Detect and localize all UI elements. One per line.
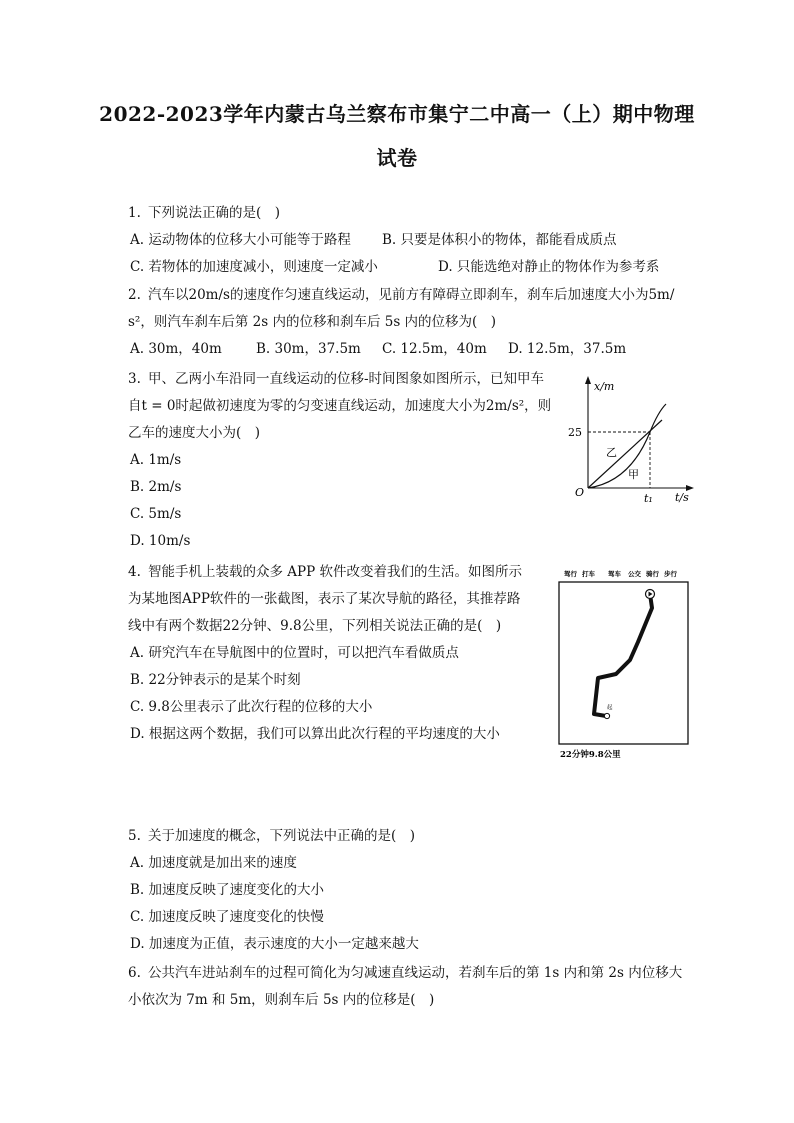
map-tab-4: 骑行 — [646, 570, 659, 578]
option-c: C. 加速度反映了速度变化的快慢 — [130, 909, 324, 925]
option-c: C. 9.8公里表示了此次行程的位移的大小 — [130, 699, 373, 715]
option-d: D. 10m/s — [130, 533, 191, 549]
question-number: 4. — [128, 564, 141, 580]
option-b: B. 加速度反映了速度变化的大小 — [130, 882, 325, 898]
map-tab-3: 公交 — [628, 570, 641, 578]
end-marker-icon — [604, 713, 609, 718]
x-axis-label: t/s — [675, 491, 689, 504]
curve-jia — [588, 404, 666, 488]
question-stem: 下列说法正确的是( ) — [148, 205, 281, 221]
question-stem-line2: 自t = 0时起做初速度为零的匀变速直线运动，加速度大小为2m/s²，则 — [128, 398, 552, 414]
exam-title-line1: 2022-2023学年内蒙古乌兰察布市集宁二中高一（上）期中物理 — [99, 102, 695, 126]
question-number: 6. — [128, 965, 141, 981]
option-a: A. 运动物体的位移大小可能等于路程 — [130, 232, 351, 248]
label-yi: 乙 — [606, 446, 617, 459]
map-caption: 22分钟9.8公里 — [560, 750, 621, 760]
question-4 — [128, 559, 548, 748]
t1-label: t₁ — [644, 492, 653, 505]
question-number: 5. — [128, 828, 141, 844]
option-b: B. 只要是体积小的物体，都能看成质点 — [382, 232, 617, 248]
option-b: B. 22分钟表示的是某个时刻 — [130, 672, 301, 688]
map-frame — [559, 582, 688, 744]
question-stem-line3: 乙车的速度大小为( ) — [128, 425, 261, 441]
option-a: A. 加速度就是加出来的速度 — [130, 855, 297, 871]
question-number: 1. — [128, 205, 141, 221]
question-5 — [128, 823, 688, 958]
question-stem-line1: 汽车以20m/s的速度作匀速直线运动，见前方有障碍立即刹车，刹车后加速度大小为5m/ — [148, 287, 675, 303]
question-stem-line1: 公共汽车进站刹车的过程可简化为匀减速直线运动，若刹车后的第 1s 内和第 2s 内位移大 — [148, 965, 683, 981]
option-a: A. 30m，40m — [130, 341, 222, 357]
value-25-label: 25 — [568, 426, 582, 439]
option-d: D. 只能选绝对静止的物体作为参考系 — [438, 259, 660, 275]
map-tab-5: 步行 — [664, 570, 677, 578]
question-stem-line1: 智能手机上装载的众多 APP 软件改变着我们的生活。如图所示 — [148, 564, 522, 580]
option-c: C. 12.5m，40m — [382, 341, 487, 357]
start-marker-label: 起 — [607, 705, 613, 711]
question-number: 2. — [128, 287, 141, 303]
map-tab-1: 打车 — [582, 570, 595, 578]
option-b: B. 2m/s — [130, 479, 182, 495]
question-stem-line1: 甲、乙两小车沿同一直线运动的位移-时间图象如图所示，已知甲车 — [148, 371, 545, 387]
label-jia: 甲 — [628, 468, 639, 481]
question-2 — [128, 282, 708, 363]
map-tab-0: 驾行 — [564, 570, 577, 578]
y-axis-arrow — [585, 376, 591, 384]
question-1-options — [130, 227, 730, 281]
question-stem-line2: s²，则汽车刹车后第 2s 内的位移和刹车后 5s 内的位移为( ) — [128, 314, 497, 330]
question-6 — [128, 960, 708, 1014]
origin-label: O — [575, 486, 585, 499]
exam-title — [60, 92, 734, 180]
option-b: B. 30m，37.5m — [256, 341, 361, 357]
option-a: A. 1m/s — [130, 452, 182, 468]
option-a: A. 研究汽车在导航图中的位置时，可以把汽车看做质点 — [130, 645, 459, 661]
option-d: D. 12.5m，37.5m — [508, 341, 627, 357]
question-1 — [128, 200, 688, 227]
exam-title-line2: 试卷 — [376, 146, 418, 170]
option-c: C. 若物体的加速度减小，则速度一定减小 — [130, 259, 378, 275]
question-stem: 关于加速度的概念，下列说法中正确的是( ) — [148, 828, 416, 844]
question-stem-line3: 线中有两个数据22分钟、9.8公里，下列相关说法正确的是( ) — [128, 618, 502, 634]
question-3 — [128, 366, 558, 555]
xt-graph-figure — [560, 370, 700, 505]
question-stem-line2: 小依次为 7m 和 5m，则刹车后 5s 内的位移是( ) — [128, 992, 435, 1008]
question-number: 3. — [128, 371, 141, 387]
y-axis-label: x/m — [594, 380, 615, 393]
option-c: C. 5m/s — [130, 506, 182, 522]
navigation-map-figure — [558, 566, 692, 762]
option-d: D. 加速度为正值，表示速度的大小一定越来越大 — [130, 936, 419, 952]
map-tab-2: 驾车 — [608, 570, 621, 578]
question-stem-line2: 为某地图APP软件的一张截图，表示了某次导航的路径，其推荐路 — [128, 591, 521, 607]
option-d: D. 根据这两个数据，我们可以算出此次行程的平均速度的大小 — [130, 726, 500, 742]
